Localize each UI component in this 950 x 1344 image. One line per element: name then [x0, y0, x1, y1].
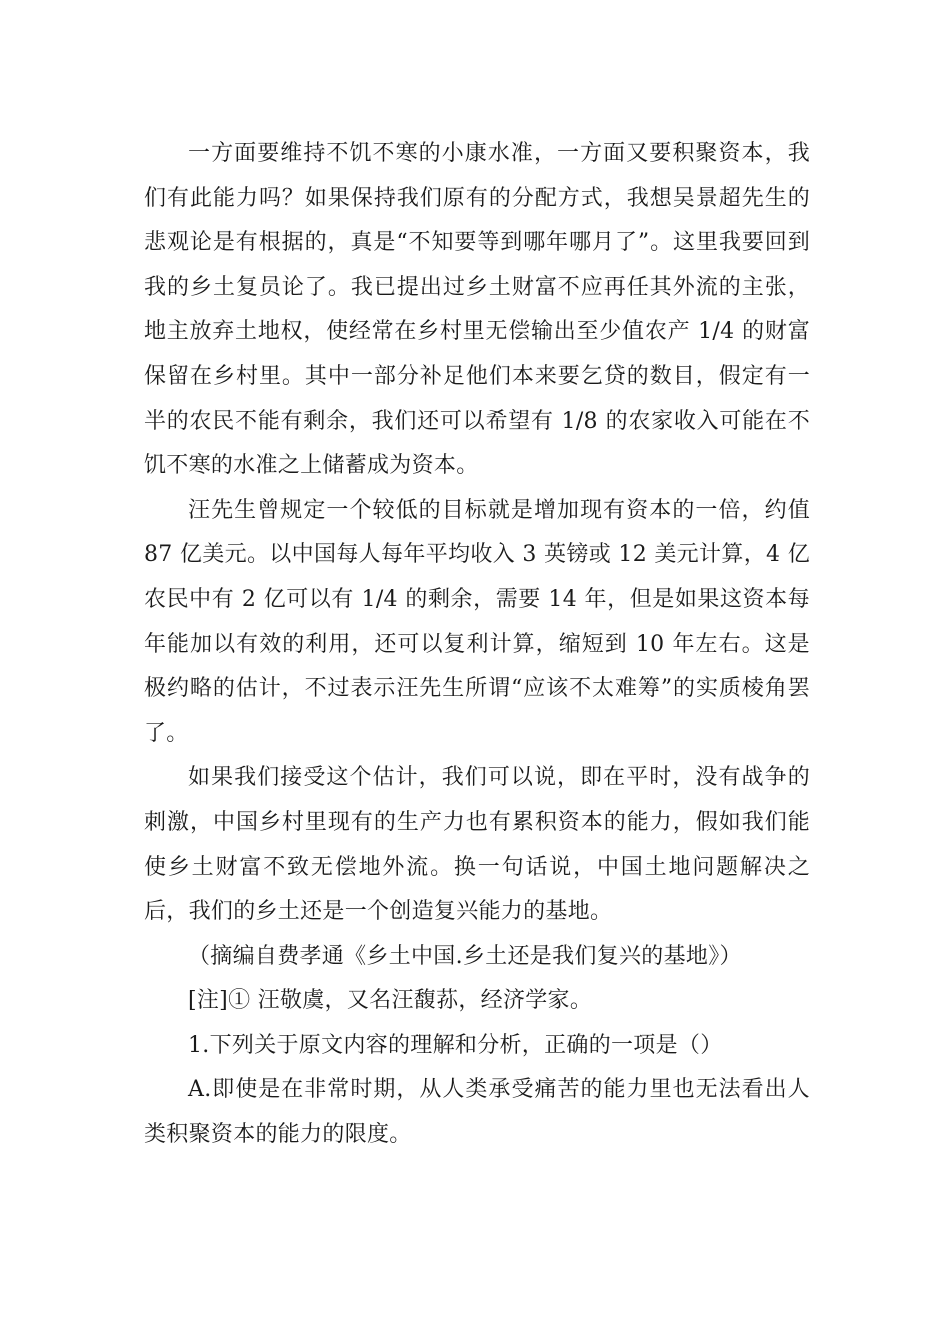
question-stem: 1.下列关于原文内容的理解和分析，正确的一项是（）	[188, 1032, 723, 1058]
document-body	[144, 132, 810, 1158]
paragraph-3: 如果我们接受这个估计，我们可以说，即在平时，没有战争的刺激，中国乡村里现有的生产力也有累积资本的能力，假如我们能使乡土财富不致无偿地外流。换一句话说，中国土地问题解决之后，我们的乡土还是一个创造复兴能力的基地。	[144, 765, 810, 925]
question-option-a: A.即使是在非常时期，从人类承受痛苦的能力里也无法看出人类积聚资本的能力的限度。	[144, 1077, 810, 1148]
paragraph-1: 一方面要维持不饥不寒的小康水准，一方面又要积聚资本，我们有此能力吗？如果保持我们原有的分配方式，我想吴景超先生的悲观论是有根据的，真是“不知要等到哪年哪月了”。这里我要回到我的乡土复员论了。我已提出过乡土财富不应再任其外流的主张，地主放弃土地权，使经常在乡村里无偿输出至少值农产 1/4 的财富保留在乡村里。其中一部分补足他们本来要乞贷的数目，假定有一半的农民不能有剩余，我们还可以希望有 1/8 的农家收入可能在不饥不寒的水准之上储蓄成为资本。	[144, 141, 810, 479]
source-citation: （摘编自费孝通《乡土中国.乡土还是我们复兴的基地》）	[188, 943, 742, 969]
paragraph-2: 汪先生曾规定一个较低的目标就是增加现有资本的一倍，约值 87 亿美元。以中国每人每年平均收入 3 英镑或 12 美元计算，4 亿农民中有 2 亿可以有 1/4 的剩余，需要 14 年，但是如果这资本每年能加以有效的利用，还可以复利计算，缩短到 10 年左右。这是极约略的估计，不过表示汪先生所谓“应该不太难筹”的实质棱角罢了。	[144, 497, 810, 746]
footnote: [注]① 汪敬虞，又名汪馥荪，经济学家。	[188, 988, 593, 1014]
